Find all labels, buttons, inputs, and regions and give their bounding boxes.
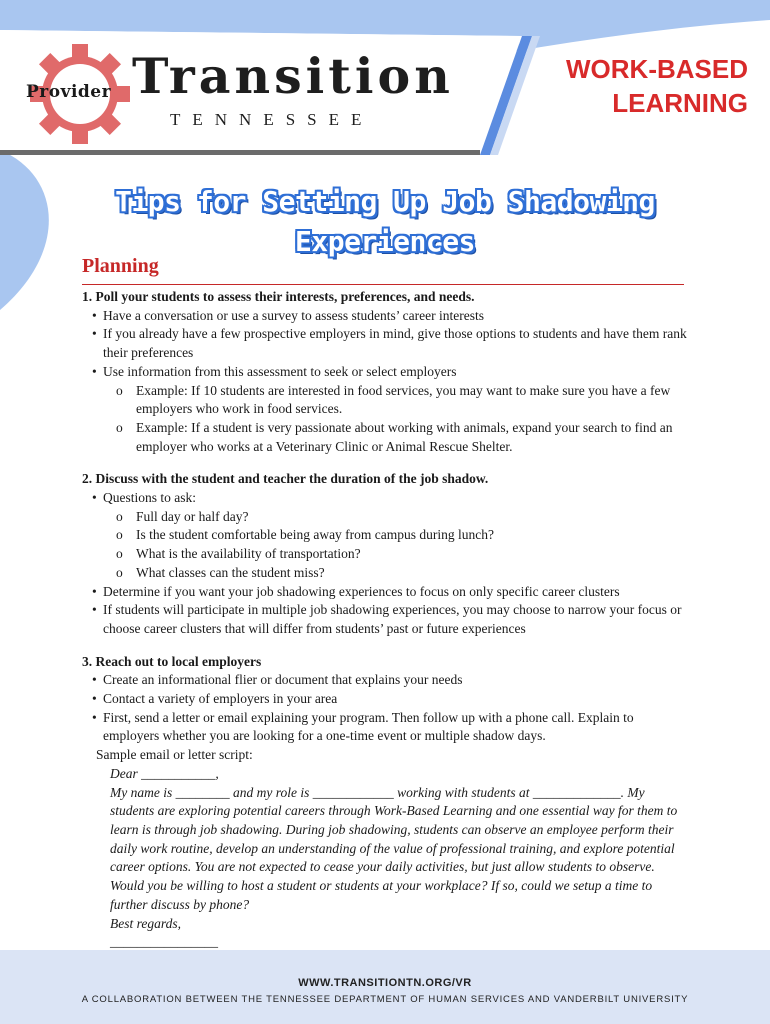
footer-url[interactable]: WWW.TRANSITIONTN.ORG/VR: [298, 977, 472, 989]
list-item: • If students will participate in multiple job shadowing experiences, you may choose to narrow your focus or choose career clusters that will differ from students’ past or future experiences: [82, 601, 692, 638]
sub-list-item: o Example: If 10 students are interested in food services, you may want to make sure you have a few employers who work in food services.: [82, 382, 692, 419]
program-label-line2: LEARNING: [612, 88, 748, 118]
list-item: • Create an informational flier or document that explains your needs: [82, 671, 692, 690]
step-heading: 1. Poll your students to assess their interests, preferences, and needs.: [82, 289, 475, 304]
list-item: • Questions to ask:: [82, 489, 692, 508]
transition-tennessee-logo: [22, 40, 472, 150]
footer-collaboration: A COLLABORATION BETWEEN THE TENNESSEE DEPARTMENT OF HUMAN SERVICES AND VANDERBILT UNIVERSITY: [81, 994, 689, 1005]
page-title: [60, 182, 710, 262]
sub-list-item: o Is the student comfortable being away from campus during lunch?: [82, 526, 692, 545]
list-item: • Use information from this assessment to seek or select employers: [82, 363, 692, 382]
sub-list-item: o Full day or half day?: [82, 508, 692, 527]
sub-list-item: o What is the availability of transportation?: [82, 545, 692, 564]
provider-badge: Provider: [26, 82, 112, 102]
brand-name: Transition: [132, 47, 454, 105]
step-heading: 3. Reach out to local employers: [82, 653, 262, 669]
step-1: [82, 288, 692, 456]
list-item: • Determine if you want your job shadowing experiences to focus on only specific career clusters: [82, 583, 692, 602]
sub-list-item: o What classes can the student miss?: [82, 564, 692, 583]
page-title-line2: Experiences: [295, 225, 475, 258]
letter-body: My name is ________ and my role is ____________ working with students at _____________. My students are exploring potential careers through Work-Based Learning and one essential way for them to learn is through job shadowing. During job shadowing, students can observe an employee perform their daily work routine, develop an understanding of the value of professional training, and explore potential career options. You are not expected to cease your daily activities, but just allow students to observe. Would you be willing to host a student or students at your workplace? If so, could we setup a time to further discuss by phone?: [110, 784, 678, 912]
step-heading: 2. Discuss with the student and teacher the duration of the job shadow.: [82, 471, 489, 487]
list-item: • Contact a variety of employers in your area: [82, 690, 692, 709]
step-3: [82, 653, 692, 952]
list-item: • First, send a letter or email explaining your program. Then follow up with a phone call. Explain to employers whether you are looking for a one-time event or multiple shadow days.: [82, 709, 692, 746]
letter-signature: ________________: [110, 934, 218, 950]
brand-state: TENNESSEE: [170, 110, 374, 129]
step-2: [82, 470, 692, 638]
sample-script-label: Sample email or letter script:: [96, 747, 253, 763]
program-label: [566, 52, 748, 120]
list-item: • Have a conversation or use a survey to assess students’ career interests: [82, 307, 692, 326]
sub-list-item: o Example: If a student is very passionate about working with animals, expand your search to find an employer who works at a Veterinary Clinic or Animal Rescue Shelter.: [82, 419, 692, 456]
section-heading: Planning: [82, 255, 159, 277]
document-body: [82, 288, 692, 966]
page-title-line1: Tips for Setting Up Job Shadowing: [115, 185, 655, 218]
list-item: • If you already have a few prospective employers in mind, give those options to students and have them rank their preferences: [82, 325, 692, 362]
letter-closing: Best regards,: [110, 915, 181, 931]
section-divider: [82, 284, 684, 285]
program-label-line1: WORK-BASED: [566, 54, 748, 84]
letter-greeting: Dear ___________,: [110, 765, 219, 781]
